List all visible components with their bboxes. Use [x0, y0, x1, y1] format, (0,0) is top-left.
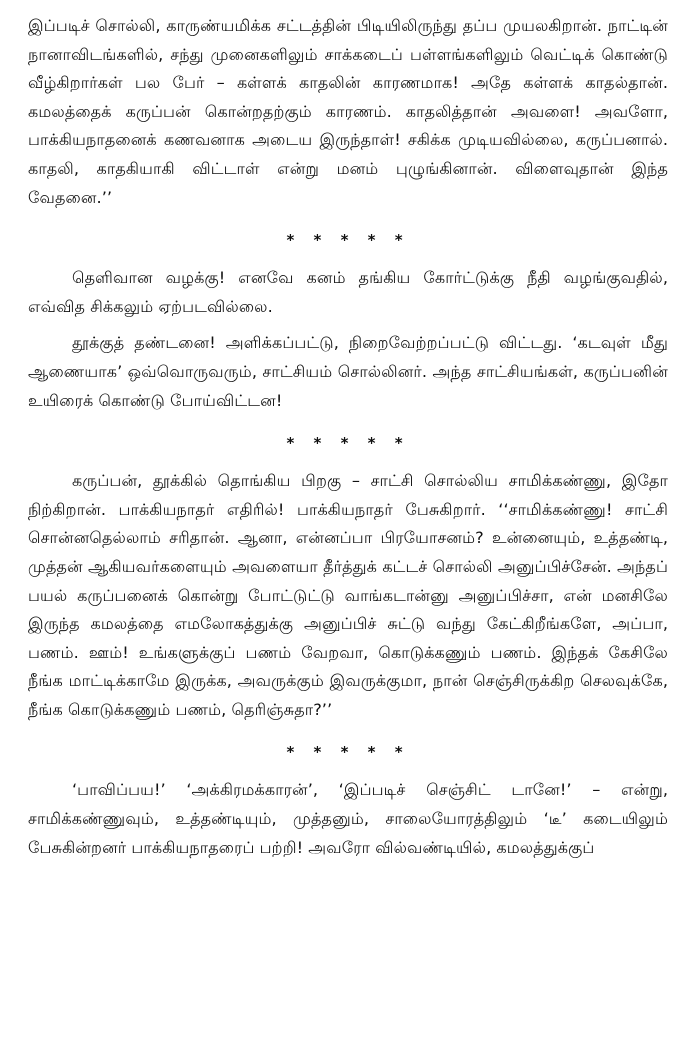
paragraph-gossip: ‘பாவிப்பய!’ ‘அக்கிரமக்காரன்’, ‘இப்படிச் செஞ்சிட் டானே!’ – என்று, சாமிக்கண்ணுவும், உத்தண்டியும், முத்தனும், சாலையோரத்திலும் ‘டீ’ கடையிலும் பேசுகின்றனர் பாக்கியநாதரைப் பற்றி! அவரோ வில்வண்டியில், கமலத்துக்குப்	[28, 780, 668, 857]
paragraph-death-sentence: தூக்குத் தண்டனை! அளிக்கப்பட்டு, நிறைவேற்றப்பட்டு விட்டது. ‘கடவுள் மீது ஆணையாக’ ஒவ்வொருவரும், சாட்சியம் சொல்லினர். அந்த சாட்சியங்கள், கருப்பனின் உயிரைக் கொண்டு போய்விட்டன!	[28, 333, 668, 410]
paragraph-gap	[28, 321, 668, 329]
paragraph-bhagyanathar-speech: கருப்பன், தூக்கில் தொங்கிய பிறகு – சாட்சி சொல்லிய சாமிக்கண்ணு, இதோ நிற்கிறான். பாக்கியநாதர் எதிரில்! பாக்கியநாதர் பேசுகிறார். ‘‘சாமிக்கண்ணு! சாட்சி சொன்னதெல்லாம் சரிதான். ஆனா, என்னப்பா பிரயோசனம்? உன்னையும், உத்தண்டி, முத்தன் ஆகியவர்களையும் அவளையா தீர்த்துக் கட்டச் சொல்லி அனுப்பிச்சேன். அந்தப் பயல் கருப்பனைக் கொன்று போட்டுட்டு வாங்கடான்னு அனுப்பிச்சா, என் மனசிலே இருந்த கமலத்தை எமலோகத்துக்கு அனுப்பிச் சுட்டு வந்து கேட்கிறீங்களே, அப்பா, பணம். ஊம்! உங்களுக்குப் பணம் வேறவா, கொடுக்கணும் பணம். இந்தக் கேசிலே நீங்க மாட்டிக்காமே இருக்க, அவருக்கும் இவருக்குமா, நான் செஞ்சிருக்கிற செலவுக்கே, நீங்க கொடுக்கணும் பணம், தெரிஞ்சுதா?’’	[28, 471, 668, 719]
paragraph-confession-end: இப்படிச் சொல்லி, காருண்யமிக்க சட்டத்தின் பிடியிலிருந்து தப்ப முயலகிறான். நாட்டின் நானாவிடங்களில், சந்து முனைகளிலும் சாக்கடைப் பள்ளங்களிலும் வெட்டிக் கொண்டு வீழ்கிறார்கள் பல பேர் – கள்ளக் காதலின் காரணமாக! அதே கள்ளக் காதல்தான். கமலத்தைக் கருப்பன் கொன்றதற்கும் காரணம். காதலித்தான் அவளை! அவளோ, பாக்கியநாதனைக் கணவனாக அடைய இருந்தாள்! சகிக்க முடியவில்லை, கருப்பனால். காதலி, காதகியாகி விட்டாள் என்று மனம் புழுங்கினான். விளைவுதான் இந்த வேதனை.’’	[28, 16, 668, 207]
paragraph-clear-case: தெளிவான வழக்கு! எனவே கனம் தங்கிய கோர்ட்டுக்கு நீதி வழங்குவதில், எவ்வித சிக்கலும் ஏற்படவில்லை.	[28, 268, 668, 316]
section-separator: * * * * *	[286, 434, 410, 453]
section-separator: * * * * *	[286, 743, 410, 762]
document-page	[28, 12, 668, 862]
section-separator: * * * * *	[286, 231, 410, 250]
